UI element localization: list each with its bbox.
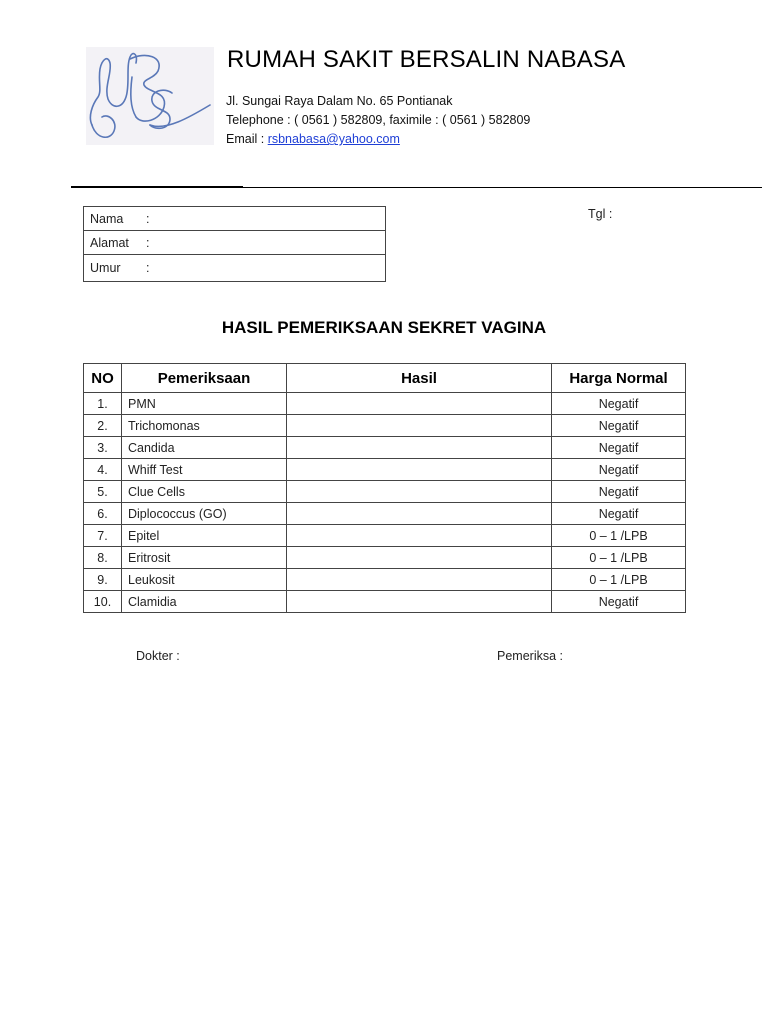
row-number: 10. xyxy=(84,591,122,613)
date-label: Tgl : xyxy=(588,207,613,221)
doctor-signature-label: Dokter : xyxy=(136,649,180,663)
table-row xyxy=(84,503,686,525)
row-result xyxy=(287,547,552,569)
row-test-name: Epitel xyxy=(122,525,287,547)
hospital-name: RUMAH SAKIT BERSALIN NABASA xyxy=(227,46,626,73)
hospital-address: Jl. Sungai Raya Dalam No. 65 Pontianak xyxy=(226,94,453,108)
table-row xyxy=(84,393,686,415)
patient-age-label: Umur xyxy=(90,261,121,275)
email-label: Email : xyxy=(226,132,268,146)
table-row xyxy=(84,481,686,503)
row-result xyxy=(287,569,552,591)
patient-age-separator: : xyxy=(146,261,150,275)
row-number: 8. xyxy=(84,547,122,569)
column-header-test: Pemeriksaan xyxy=(122,364,287,393)
row-number: 6. xyxy=(84,503,122,525)
row-result xyxy=(287,525,552,547)
table-row xyxy=(84,437,686,459)
report-title: HASIL PEMERIKSAAN SEKRET VAGINA xyxy=(221,318,547,337)
row-test-name: Clamidia xyxy=(122,591,287,613)
row-number: 1. xyxy=(84,393,122,415)
row-normal-value: Negatif xyxy=(552,481,686,503)
table-header-row xyxy=(84,364,686,393)
row-test-name: Diplococcus (GO) xyxy=(122,503,287,525)
patient-address-separator: : xyxy=(146,235,150,250)
patient-name-row xyxy=(84,207,385,231)
nbs-monogram-logo xyxy=(86,47,214,145)
row-test-name: Clue Cells xyxy=(122,481,287,503)
examiner-signature-label: Pemeriksa : xyxy=(497,649,563,663)
row-result xyxy=(287,415,552,437)
row-number: 5. xyxy=(84,481,122,503)
column-header-result: Hasil xyxy=(287,364,552,393)
results-body xyxy=(84,393,686,613)
row-test-name: Trichomonas xyxy=(122,415,287,437)
patient-info-box xyxy=(83,206,386,282)
results-table xyxy=(83,363,686,613)
table-row xyxy=(84,415,686,437)
row-number: 9. xyxy=(84,569,122,591)
patient-address-row xyxy=(84,231,385,255)
table-row xyxy=(84,547,686,569)
patient-name-label: Nama xyxy=(90,211,124,226)
row-result xyxy=(287,481,552,503)
row-number: 2. xyxy=(84,415,122,437)
row-number: 4. xyxy=(84,459,122,481)
table-row xyxy=(84,459,686,481)
row-result xyxy=(287,591,552,613)
row-number: 3. xyxy=(84,437,122,459)
row-normal-value: 0 – 1 /LPB xyxy=(552,569,686,591)
row-test-name: Leukosit xyxy=(122,569,287,591)
patient-address-label: Alamat xyxy=(90,235,129,250)
header-divider xyxy=(243,187,762,188)
table-row xyxy=(84,569,686,591)
row-normal-value: Negatif xyxy=(552,437,686,459)
column-header-no: NO xyxy=(84,364,122,393)
row-normal-value: Negatif xyxy=(552,591,686,613)
row-result xyxy=(287,393,552,415)
table-row xyxy=(84,591,686,613)
row-number: 7. xyxy=(84,525,122,547)
row-test-name: Eritrosit xyxy=(122,547,287,569)
header-divider-thick xyxy=(71,186,243,188)
row-normal-value: Negatif xyxy=(552,393,686,415)
row-result xyxy=(287,503,552,525)
row-normal-value: 0 – 1 /LPB xyxy=(552,547,686,569)
row-test-name: PMN xyxy=(122,393,287,415)
row-normal-value: Negatif xyxy=(552,459,686,481)
hospital-email-line xyxy=(226,132,400,146)
row-normal-value: 0 – 1 /LPB xyxy=(552,525,686,547)
row-normal-value: Negatif xyxy=(552,503,686,525)
row-test-name: Whiff Test xyxy=(122,459,287,481)
row-result xyxy=(287,459,552,481)
patient-name-separator: : xyxy=(146,211,150,226)
table-row xyxy=(84,525,686,547)
row-result xyxy=(287,437,552,459)
row-test-name: Candida xyxy=(122,437,287,459)
hospital-logo xyxy=(86,47,214,145)
row-normal-value: Negatif xyxy=(552,415,686,437)
hospital-phone: Telephone : ( 0561 ) 582809, faximile : ( 0561 ) 582809 xyxy=(226,113,531,127)
patient-age-row xyxy=(84,255,385,281)
column-header-normal: Harga Normal xyxy=(552,364,686,393)
email-link[interactable]: rsbnabasa@yahoo.com xyxy=(267,132,400,146)
